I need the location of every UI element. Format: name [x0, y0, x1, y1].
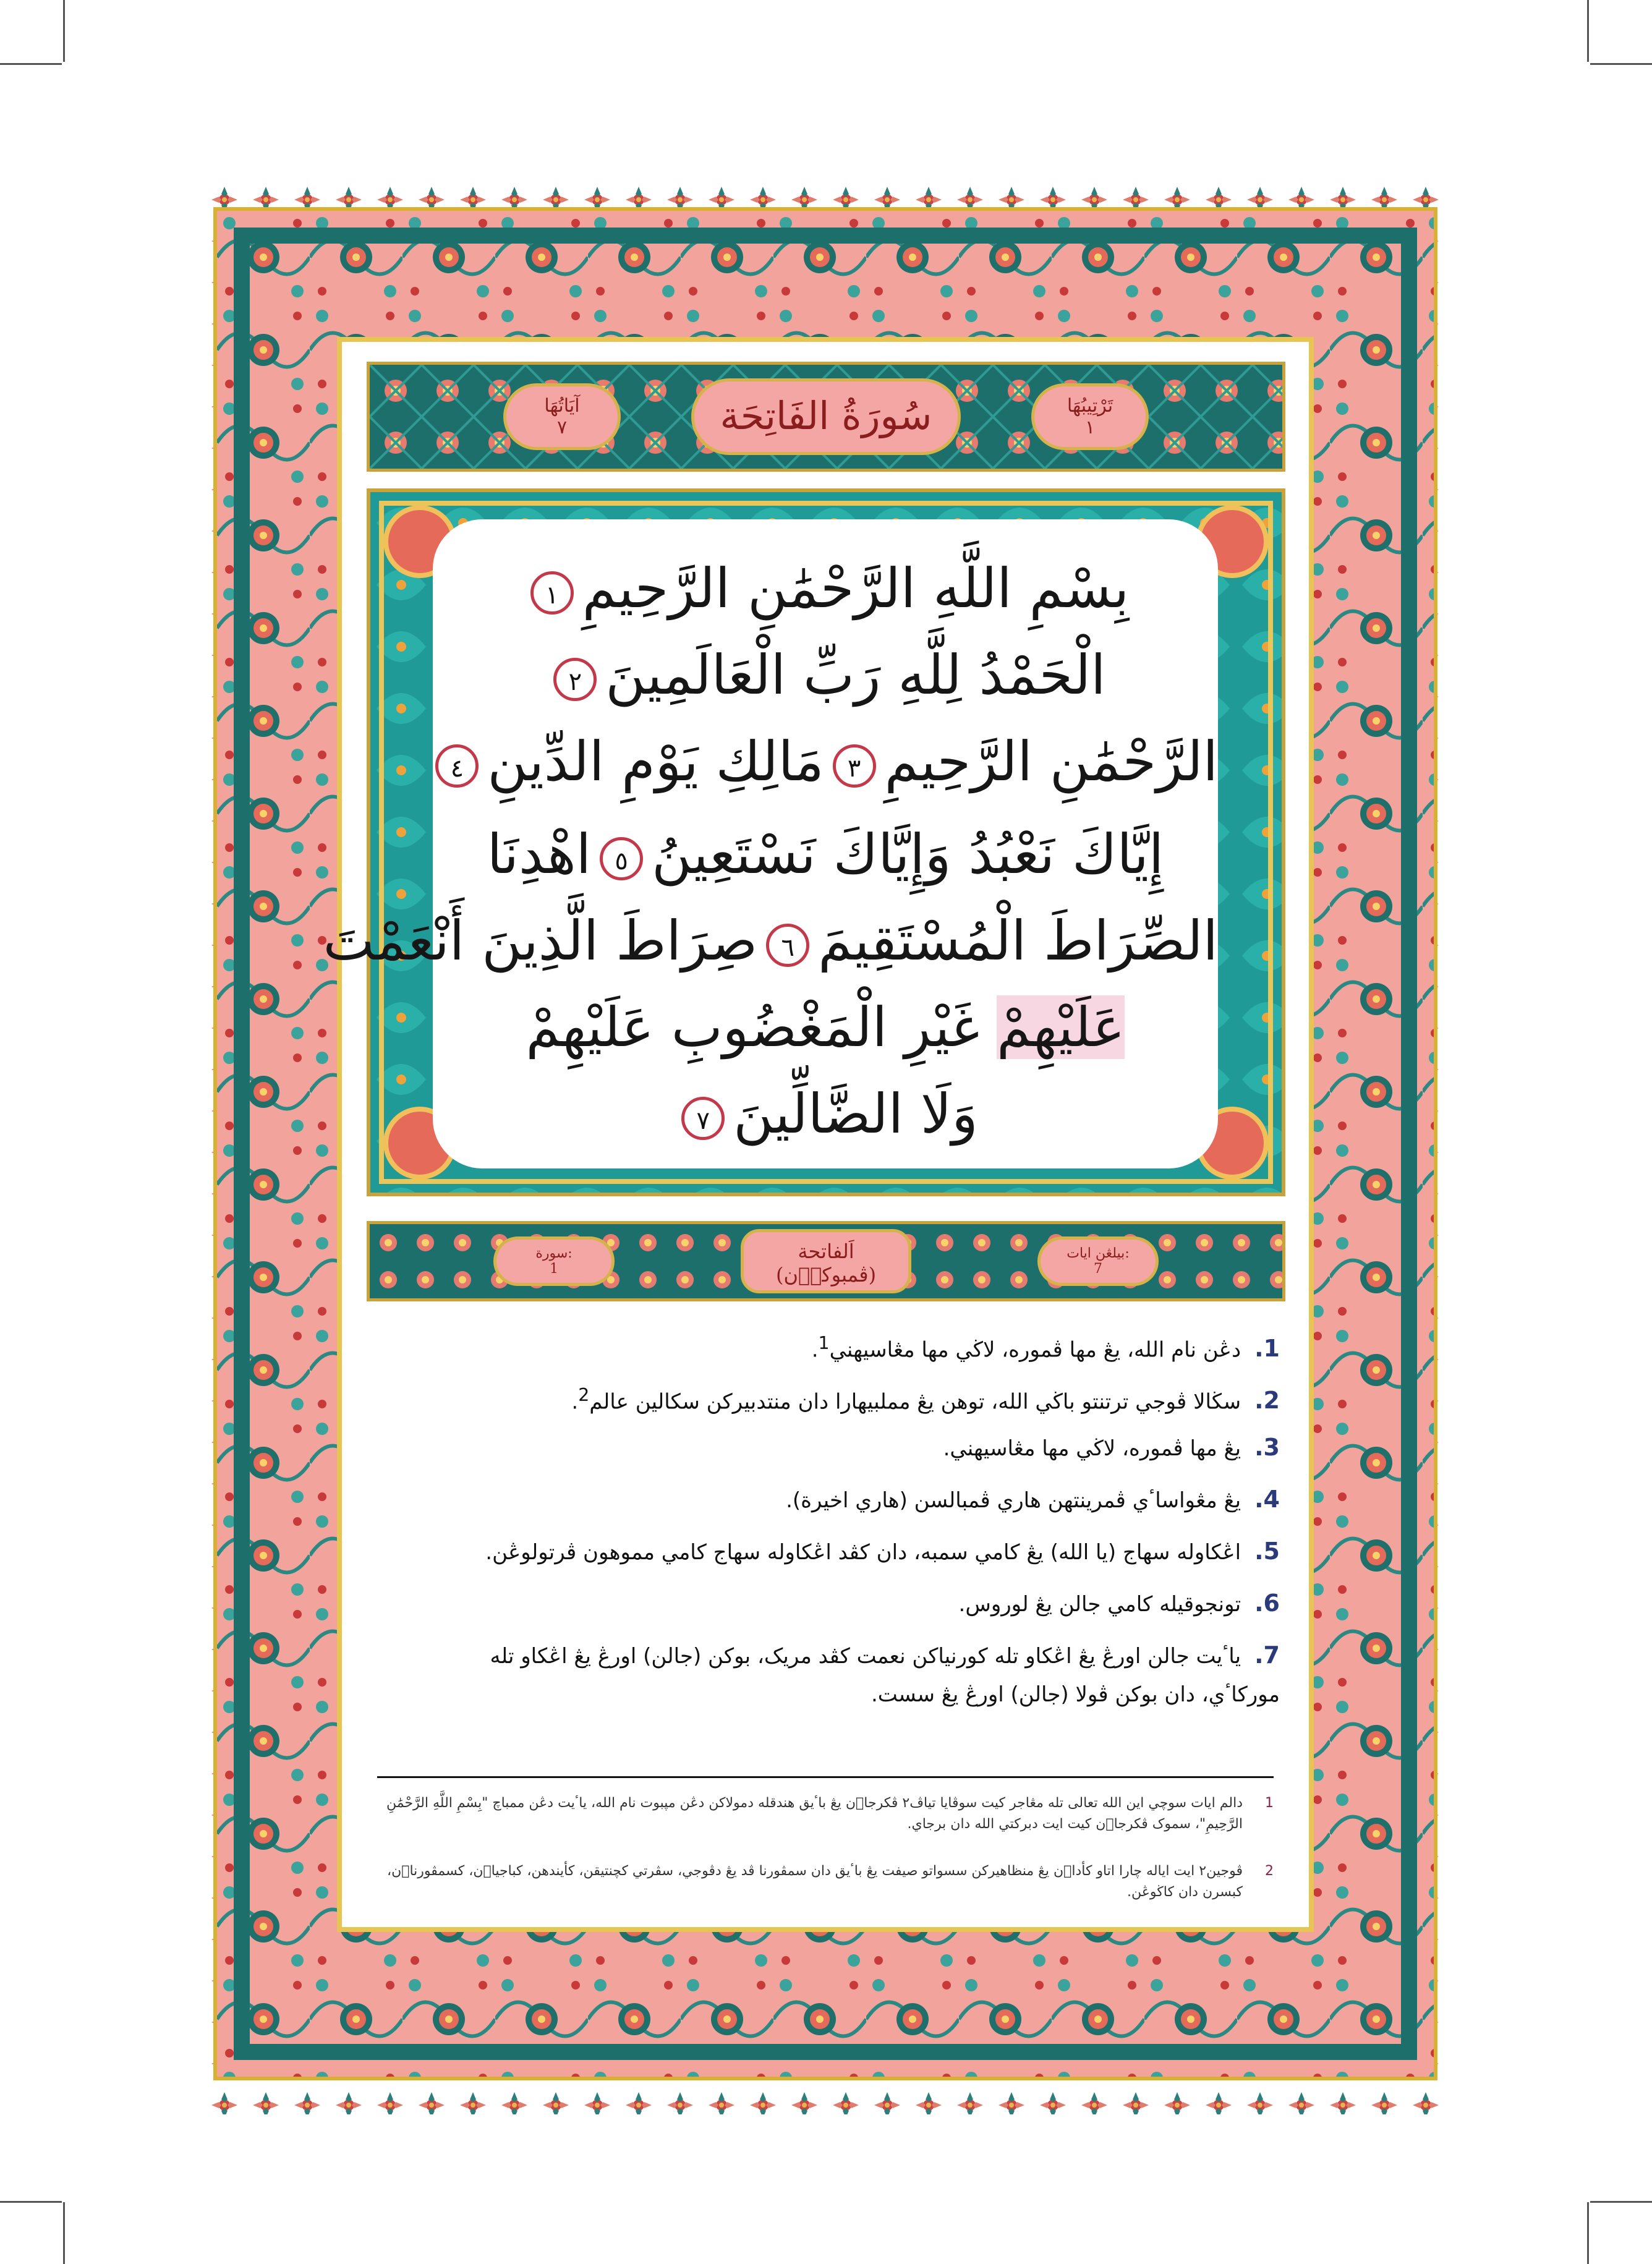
crop-mark: [0, 63, 62, 65]
translation-text: يڠ مها ڤموره، لاڬي مها مڠاسيهني.: [943, 1436, 1241, 1461]
verses-cartouche: [503, 383, 621, 450]
verse-number-marker: ٥: [600, 837, 643, 880]
verse-count-label: بيلڠن ايات:: [1067, 1246, 1130, 1261]
surah-name: اَلفاتحة: [798, 1240, 854, 1263]
verse-number-marker: ١: [530, 571, 574, 615]
footnote-ref[interactable]: 1: [818, 1333, 830, 1353]
crop-mark: [63, 2202, 65, 2264]
surah-info-bar: [367, 1221, 1285, 1301]
verse-text: الْحَمْدُ لِلَّهِ رَبِّ الْعَالَمِينَ: [605, 643, 1106, 707]
verse-line-2: [433, 643, 1218, 707]
verse-text: بِسْمِ اللَّهِ الرَّحْمَٰنِ الرَّحِيمِ: [582, 556, 1130, 620]
verse-text: إِيَّاكَ نَعْبُدُ وَإِيَّاكَ نَسْتَعِينُ: [652, 822, 1164, 886]
translation-text: اڠکاوله سهاج (يا الله) يڠ کامي سمبه، دان کڤد اڠکاوله سهاج کامي مموهون ڤرتولوڠن.: [485, 1540, 1241, 1565]
footnote-ref[interactable]: 2: [578, 1385, 590, 1405]
crop-mark: [1587, 0, 1589, 62]
translation-text: دڠن نام الله، يڠ مها ڤموره، لاڬي مها مڠاسيهني: [829, 1337, 1241, 1363]
surah-title-panel: [367, 362, 1285, 472]
crop-mark: [63, 0, 65, 62]
translation-number: 5.: [1254, 1538, 1280, 1565]
translation-item: [377, 1480, 1280, 1520]
verse-number-marker: ٤: [435, 744, 479, 788]
verses-value: ٧: [556, 417, 568, 438]
translation-text: تونجوقيله کامي جالن يڠ لوروس.: [958, 1592, 1241, 1617]
verse-number-marker: ٢: [553, 658, 597, 701]
translation-text: ياٴيت جالن اورڠ يڠ اڠکاو تله کورنياکن نعمت کڤد مريک، بوکن (جالن) اورڠ يڠ اڠکاو تله موركاٴي، دان بوکن ڤولا (جالن) اورڠ يڠ سست.: [490, 1644, 1280, 1707]
verse-text: وَلَا الضَّالِّينَ: [733, 1082, 978, 1146]
verse-number-marker: ٦: [766, 924, 809, 967]
translation-item: [377, 1428, 1280, 1468]
verse-text: صِرَاطَ الَّذِينَ أَنْعَمْتَ: [323, 909, 758, 972]
footnote-text: دالم ايات سوچي اين الله تعالى تله مڠاجر کيت سوڤايا تياڤ٢ ڤکرجا٘ن يڠ باٴيق هندقله دمولاکن دڠن مڽبوت نام الله، ياٴيت دڠن ممباچ "بِسْمِ اللَّهِ الرَّحْمَٰنِ الرَّحِيمِ"، سموک ڤکرجا٘ن کيت ايت دبرکتي الله دان برجاي.: [386, 1795, 1243, 1832]
verse-number-marker: ٣: [833, 744, 876, 788]
translation-item: [377, 1376, 1280, 1421]
verse-text: غَيْرِ الْمَغْضُوبِ عَلَيْهِمْ: [526, 995, 980, 1059]
translation-text: يڠ مڠواساٴي ڤمرينتهن هاري ڤمبالسن (هاري اخيرة).: [786, 1488, 1241, 1513]
translation-number: 4.: [1254, 1486, 1280, 1513]
verse-line-3: [433, 730, 1218, 793]
translation-end: .: [811, 1337, 819, 1363]
verse-number-marker: ٧: [681, 1097, 725, 1140]
footnote: [377, 1793, 1274, 1835]
surah-number-value: 1: [550, 1261, 558, 1277]
order-cartouche: [1031, 383, 1149, 450]
verse-line-7: [433, 1082, 1218, 1146]
verse-text: اهْدِنَا: [487, 822, 592, 886]
translation-number: 1.: [1254, 1335, 1280, 1363]
surah-title-cartouche: [691, 378, 961, 455]
translation-item: [377, 1636, 1280, 1714]
footnote-number: 2: [1265, 1863, 1274, 1879]
crop-mark: [1590, 2201, 1652, 2203]
crop-mark: [1587, 2202, 1589, 2264]
footnote-text: ڤوجين٢ ايت اياله چارا اتاو کأدا٘ن يڠ منظاهيرکن سسواتو صيفت يڠ باٴيق دان سمڤورنا ڤد يڠ دڤوجي، سڤرتي کچنتيقن، کأيندهن، کباجيا٘ن، کسمڤورنا٘ن، کبسرن دان کاڬوڠن.: [387, 1863, 1243, 1900]
footnote-number: 1: [1265, 1795, 1274, 1811]
verse-line-1: [433, 556, 1218, 620]
footnote-rule: [377, 1776, 1274, 1778]
verse-line-4: [433, 822, 1218, 886]
translation-number: 7.: [1254, 1641, 1280, 1669]
footnote: [377, 1861, 1274, 1903]
translation-item: [377, 1324, 1280, 1369]
crop-mark: [1590, 63, 1652, 65]
verse-count-value: 7: [1094, 1261, 1102, 1277]
verse-line-6: [433, 995, 1218, 1059]
order-value: ١: [1084, 417, 1096, 438]
translation-item: [377, 1584, 1280, 1624]
translation-item: [377, 1532, 1280, 1572]
translation-number: 6.: [1254, 1589, 1280, 1617]
translation-number: 2.: [1254, 1387, 1280, 1415]
order-label: تَرْتِيبُهَا: [1067, 395, 1113, 417]
verse-count-cartouche: [1037, 1236, 1159, 1286]
translation-number: 3.: [1254, 1434, 1280, 1461]
verse-line-5: [323, 909, 1218, 972]
surah-meaning: (ڤمبوكا٘ن): [775, 1263, 877, 1287]
translation-text: سڬالا ڤوجي ترتنتو باڬي الله، توهن يڠ مملبيهارا دان منتدبيرکن سکالين عالم: [589, 1389, 1241, 1415]
verse-text: الصِّرَاطَ الْمُسْتَقِيمَ: [818, 909, 1218, 972]
highlighted-word: عَلَيْهِمْ: [997, 995, 1125, 1059]
verses-label: آيَاتُهَا: [544, 395, 580, 417]
surah-number-cartouche: [493, 1236, 615, 1286]
surah-name-cartouche: [741, 1229, 911, 1293]
verse-text: مَالِكِ يَوْمِ الدِّينِ: [487, 730, 824, 793]
surah-title: سُورَةُ الفَاتِحَة: [720, 393, 932, 438]
verse-text: الرَّحْمَٰنِ الرَّحِيمِ: [884, 730, 1218, 793]
translation-end: .: [571, 1389, 579, 1415]
crop-mark: [0, 2201, 62, 2203]
surah-number-label: سورة:: [535, 1246, 573, 1261]
